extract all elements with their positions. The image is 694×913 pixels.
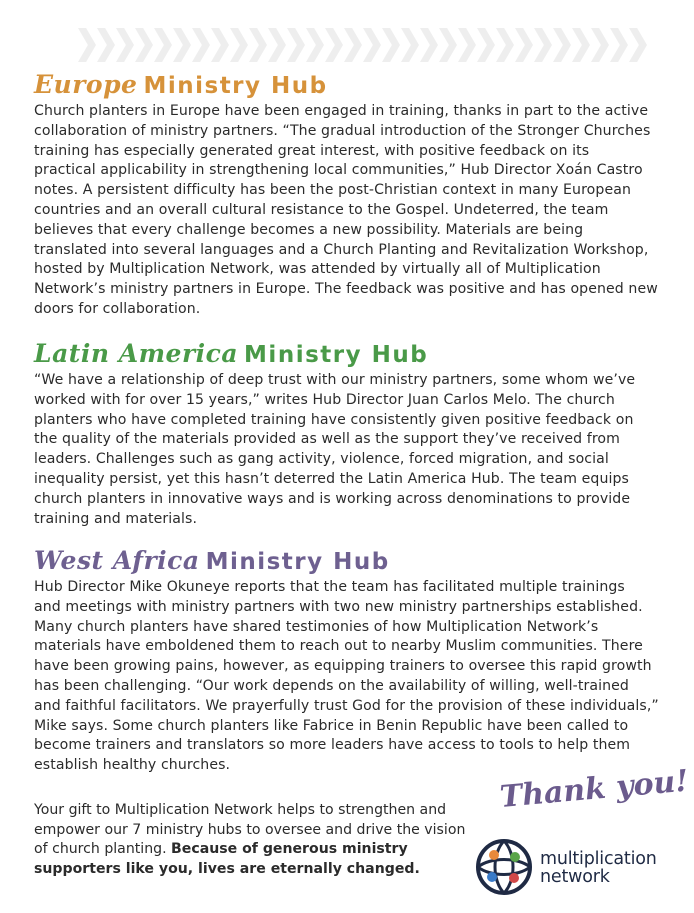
logo-wordmark — [540, 850, 657, 886]
europe-script-title: Europe — [34, 70, 138, 99]
latin-america-section — [34, 337, 694, 529]
chevron-right-icon — [382, 28, 400, 62]
chevron-right-icon — [344, 28, 362, 62]
chevron-right-icon — [629, 28, 647, 62]
chevron-right-icon — [496, 28, 514, 62]
west-africa-hub-title: Ministry Hub — [205, 549, 390, 575]
closing-message — [34, 801, 474, 879]
chevron-right-icon — [458, 28, 476, 62]
chevron-right-icon — [97, 28, 115, 62]
chevron-right-icon — [173, 28, 191, 62]
chevron-right-icon — [268, 28, 286, 62]
europe-body: Church planters in Europe have been engaged in training, thanks in part to the active collaboration of ministry partners. “The gradual introduction of the Stronger Churches training has especially generated great interest, with positive feedback on its practical applicability in strengthening local communities,” Hub Director Xoán Castro notes. A persistent difficulty has been the post-Christian context in many European countries and an overall cultural resistance to the Gospel. Undeterred, the team believes that every challenge becomes a new possibility. Materials are being translated into several languages and a Church Planting and Revitalization Workshop, hosted by Multiplication Network, was attended by virtually all of Multiplication Network’s ministry partners in Europe. The feedback was positive and has opened new doors for collaboration. — [34, 103, 658, 317]
latin-america-heading — [34, 337, 694, 371]
chevron-right-icon — [515, 28, 533, 62]
chevron-right-icon — [363, 28, 381, 62]
chevron-right-icon — [610, 28, 628, 62]
multiplication-network-logo — [474, 837, 684, 899]
chevron-right-icon — [230, 28, 248, 62]
chevron-right-icon — [135, 28, 153, 62]
thank-you-signature: Thank you! — [498, 763, 690, 815]
west-africa-body: Hub Director Mike Okuneye reports that the team has facilitated multiple trainings and meetings with ministry partners with two new ministry partnerships established. Many church planters have shared testimonies of how Multiplication Network’s materials have emboldened them to reach out to nearby Muslim communities. There have been growing pains, however, as equipping trainers to oversee this rapid growth has been challenging. “Our work depends on the availability of willing, well-trained and faithful facilitators. We prayerfully trust God for the provision of these individuals,” Mike says. Some church planters like Fabrice in Benin Republic have been called to become trainers and translators so more leaders have access to tools to help them establish healthy churches. — [34, 579, 659, 774]
chevron-right-icon — [287, 28, 305, 62]
chevron-right-icon — [249, 28, 267, 62]
chevron-right-icon — [534, 28, 552, 62]
latin-america-hub-title: Ministry Hub — [244, 342, 429, 368]
globe-network-icon — [474, 837, 534, 897]
logo-line-2: network — [540, 867, 610, 887]
chevron-right-icon — [439, 28, 457, 62]
west-africa-heading — [34, 544, 694, 578]
chevron-right-icon — [572, 28, 590, 62]
chevron-right-icon — [591, 28, 609, 62]
europe-hub-title: Ministry Hub — [143, 73, 328, 99]
west-africa-section — [34, 544, 694, 776]
closing-text: Your gift to Multiplication Network helps to strengthen and empower our 7 ministry hubs to oversee and drive the vision of church planting. — [34, 802, 466, 858]
closing-bold-text: Because of generous ministry supporters like you, lives are eternally changed. — [34, 841, 420, 877]
logo-line-1: multiplication — [540, 849, 657, 869]
chevron-right-icon — [553, 28, 571, 62]
chevron-right-icon — [420, 28, 438, 62]
chevron-right-icon — [401, 28, 419, 62]
decorative-chevron-band — [78, 28, 658, 62]
latin-america-script-title: Latin America — [34, 339, 239, 368]
chevron-right-icon — [477, 28, 495, 62]
europe-heading — [34, 68, 694, 102]
europe-section — [34, 68, 694, 320]
chevron-right-icon — [192, 28, 210, 62]
latin-america-body: “We have a relationship of deep trust with our ministry partners, some whom we’ve worked with for over 15 years,” writes Hub Director Juan Carlos Melo. The church planters who have completed training have consistently given positive feedback on the quality of the materials provided as well as the support they’ve received from leaders. Challenges such as gang activity, violence, forced migration, and social inequality persist, yet this hasn’t deterred the Latin America Hub. The team equips church planters in innovative ways and is working across denominations to provide training and materials. — [34, 372, 636, 527]
chevron-right-icon — [154, 28, 172, 62]
chevron-right-icon — [325, 28, 343, 62]
chevron-right-icon — [116, 28, 134, 62]
chevron-right-icon — [78, 28, 96, 62]
chevron-right-icon — [211, 28, 229, 62]
chevron-right-icon — [306, 28, 324, 62]
west-africa-script-title: West Africa — [34, 546, 200, 575]
